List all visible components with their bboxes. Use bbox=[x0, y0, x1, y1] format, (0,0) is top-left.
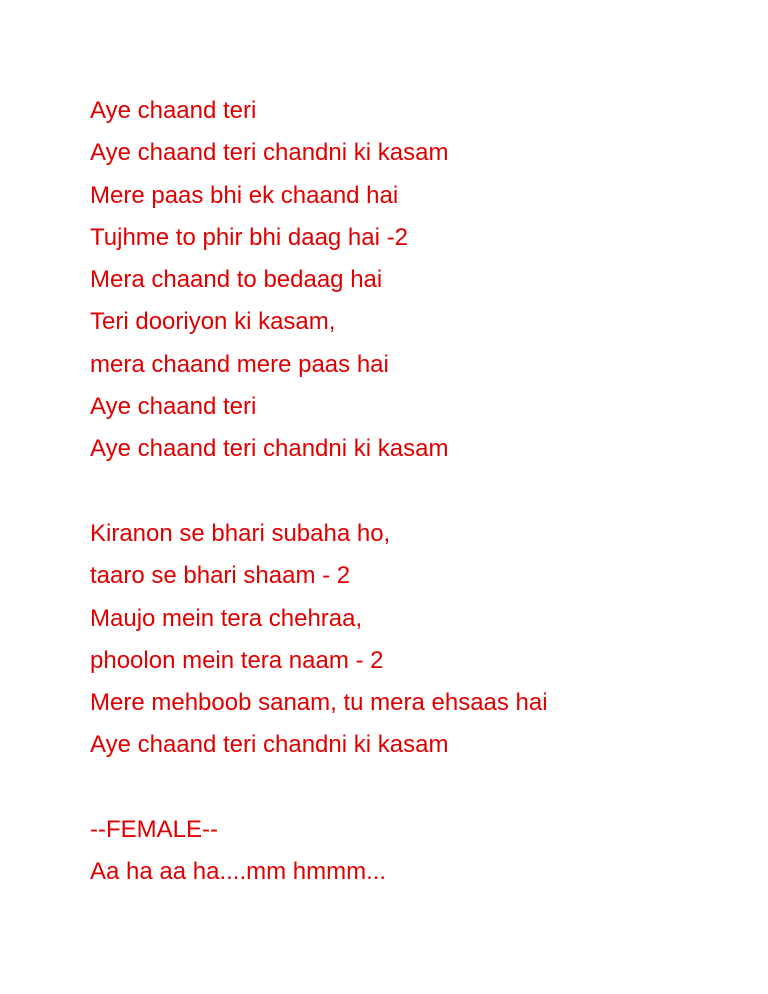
lyric-line: Mere paas bhi ek chaand hai bbox=[90, 181, 399, 209]
stanza-gap bbox=[90, 471, 730, 513]
lyric-line: Aye chaand teri bbox=[90, 393, 257, 421]
lyric-line: phoolon mein tera naam - 2 bbox=[90, 646, 384, 674]
lyric-line: Aye chaand teri chandni ki kasam bbox=[90, 435, 449, 463]
section-label-female: --FEMALE-- bbox=[90, 816, 218, 844]
lyrics-body bbox=[90, 90, 730, 894]
stanza-gap bbox=[90, 767, 730, 809]
lyric-line: Aye chaand teri chandni ki kasam bbox=[90, 139, 449, 167]
lyric-line: Aa ha aa ha....mm hmmm... bbox=[90, 858, 387, 886]
lyric-line: mera chaand mere paas hai bbox=[90, 350, 389, 378]
lyric-line: Aye chaand teri bbox=[90, 97, 257, 124]
lyric-line: Kiranon se bhari subaha ho, bbox=[90, 519, 391, 547]
lyric-line: Teri dooriyon ki kasam, bbox=[90, 308, 336, 336]
lyric-line: Maujo mein tera chehraa, bbox=[90, 604, 363, 632]
lyric-line: taaro se bhari shaam - 2 bbox=[90, 562, 351, 590]
lyric-line: Mere mehboob sanam, tu mera ehsaas hai bbox=[90, 689, 548, 717]
lyric-line: Mera chaand to bedaag hai bbox=[90, 266, 383, 294]
lyric-line: Tujhme to phir bhi daag hai -2 bbox=[90, 223, 408, 251]
lyric-line: Aye chaand teri chandni ki kasam bbox=[90, 731, 449, 759]
